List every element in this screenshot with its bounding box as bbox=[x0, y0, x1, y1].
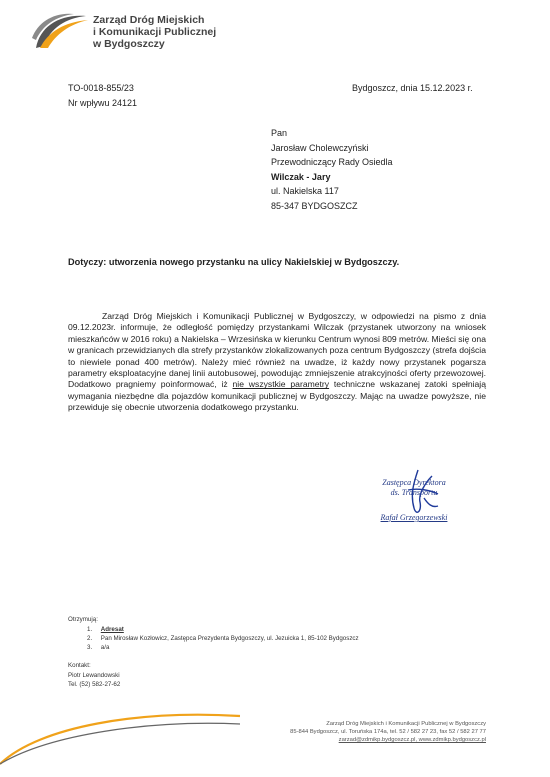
signature-title: Zastępca Dyrektora bbox=[382, 478, 446, 487]
footer-org: Zarząd Dróg Miejskich i Komunikacji Publicznej w Bydgoszczy bbox=[326, 721, 486, 727]
letter-body bbox=[68, 311, 486, 414]
org-name-line3: w Bydgoszczy bbox=[93, 38, 165, 50]
distribution-item: 1. Adresat bbox=[87, 626, 124, 633]
body-text-end: techniczne wskazanej zatoki spełniają wymagania niezbędne dla pojazdów komunikacji publicznej w Bydgoszczy. Mając na uwadze powyższe, nie przewiduje się obecnie utworzenia dodatkowego przystanku. bbox=[68, 379, 486, 413]
recipient-estate: Wilczak - Jary bbox=[271, 171, 331, 182]
org-name-line1: Zarząd Dróg Miejskich bbox=[93, 14, 205, 26]
body-text-underlined: nie wszystkie parametry bbox=[232, 379, 330, 390]
distribution-item: 3. a/a bbox=[87, 644, 110, 651]
logo-swoosh-icon bbox=[30, 8, 92, 52]
recipient-title: Pan bbox=[271, 128, 288, 138]
org-name bbox=[93, 14, 216, 50]
handwritten-signature bbox=[388, 468, 448, 520]
distribution-list bbox=[87, 625, 359, 652]
contact-phone: Tel. (52) 582-27-62 bbox=[68, 681, 121, 689]
footer-address: 85-844 Bydgoszcz, ul. Toruńska 174a, tel. 52 / 582 27 23, fax 52 / 582 27 77 bbox=[290, 729, 486, 735]
footer-block bbox=[230, 720, 486, 744]
recipient-name: Jarosław Cholewczyński bbox=[271, 142, 369, 153]
org-name-line2: i Komunikacji Publicznej bbox=[93, 26, 217, 38]
contact-name: Piotr Lewandowski bbox=[68, 671, 120, 679]
body-text-start: Zarząd Dróg Miejskich i Komunikacji Publicznej w Bydgoszczy, w odpowiedzi na pismo z dnia 09.12.2023r. informuje, że odległość pomiędzy przystankami Wilczak (przystanek utworzony na wniosek mieszkańców w 2016 roku) a Nakielska – Wrzesińska w kierunku Centrum wynosi 809 metrów. Mieści się ona w granicach przewidzianych dla strefy przystanków zlokalizowanych poza centrum Bydgoszczy (strefa dojścia to niewiele ponad 400 metrów). Należy mieć również na uwadze, iż każdy nowy przystanek pogarsza parametry eksploatacyjne danej linii autobusowej, powodując zmniejszenie atrakcyjności oferty przewozowej. Dodatkowo pragniemy poinformować, iż bbox=[68, 311, 486, 390]
place-date: Bydgoszcz, dnia 15.12.2023 r. bbox=[352, 83, 473, 93]
contact-heading: Kontakt: bbox=[68, 662, 91, 669]
footer-swoosh-icon bbox=[0, 706, 240, 766]
logo bbox=[30, 8, 92, 52]
recipient-city: 85-347 BYDGOSZCZ bbox=[271, 200, 358, 211]
signature-dept: ds. Transportu bbox=[390, 488, 438, 497]
case-number: TO-0018-855/23 bbox=[68, 83, 134, 93]
recipient-street: ul. Nakielska 117 bbox=[271, 186, 339, 197]
recipient-block bbox=[271, 126, 393, 214]
distribution-item: 2. Pan Mirosław Kozłowicz, Zastępca Prezydenta Bydgoszczy, ul. Jezuicka 1, 85-102 Bydgoszcz bbox=[87, 635, 359, 642]
distribution-heading: Otrzymują: bbox=[68, 616, 98, 623]
contact-block bbox=[68, 661, 120, 690]
recipient-role: Przewodniczący Rady Osiedla bbox=[271, 157, 393, 168]
incoming-number: Nr wpływu 24121 bbox=[68, 98, 138, 108]
signature-name: Rafał Grzegorzewski bbox=[380, 513, 448, 522]
subject-line: Dotyczy: utworzenia nowego przystanku na ulicy Nakielskiej w Bydgoszczy. bbox=[68, 257, 400, 267]
footer-contact-links[interactable]: zarzad@zdmikp.bydgoszcz.pl, www.zdmikp.bydgoszcz.pl bbox=[338, 737, 486, 743]
